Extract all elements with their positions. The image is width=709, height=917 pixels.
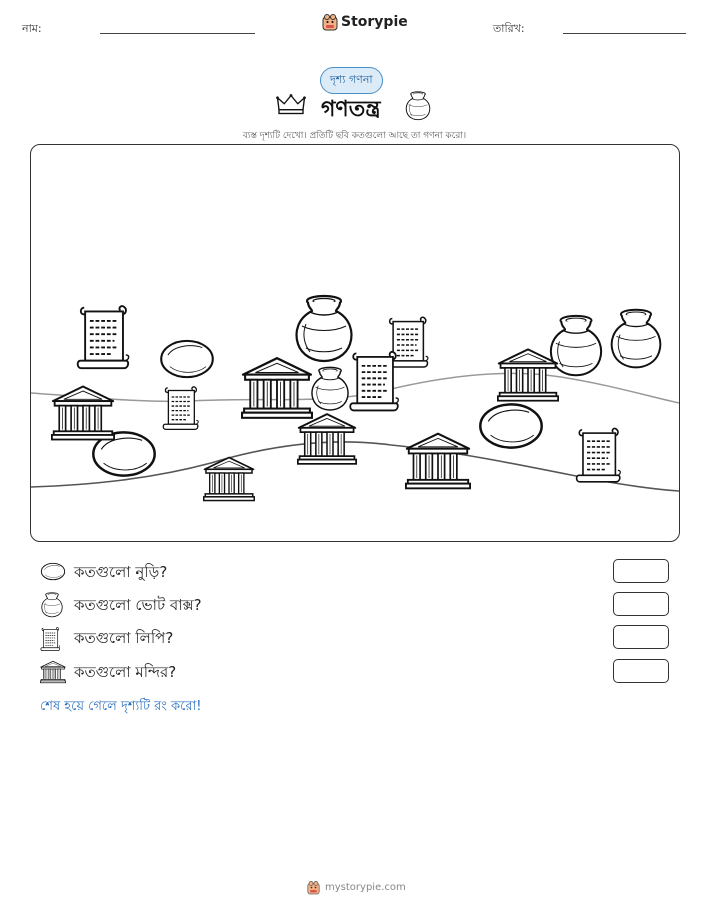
- crown-icon: [276, 93, 306, 116]
- pot-icon: [40, 592, 64, 618]
- scroll-1: [78, 306, 129, 368]
- temple-1: [52, 386, 114, 439]
- temple-icon: [40, 660, 66, 684]
- question-row-pots: [40, 592, 670, 622]
- pot-icon: [404, 91, 432, 121]
- date-label: তারিখ:: [493, 22, 525, 35]
- pebble-3: [480, 404, 541, 447]
- question-text: কতগুলো ভোট বাক্স?: [74, 596, 202, 614]
- pot-1: [297, 296, 352, 361]
- temple-4: [298, 414, 356, 464]
- question-text: কতগুলো মন্দির?: [74, 663, 177, 681]
- pot-4: [612, 310, 661, 368]
- back-hill-line: [31, 373, 679, 403]
- date-line[interactable]: [563, 33, 686, 34]
- instruction-text: ব্যস্ত দৃশ্যটি দেখো। প্রতিটি ছবি কতগুলো আছে তা গণনা করো।: [242, 131, 467, 141]
- brand-name: Storypie: [341, 14, 408, 30]
- category-badge: দৃশ্য গণনা: [320, 67, 383, 94]
- finish-instruction: শেষ হয়ে গেলে দৃশ্যটি রং করো!: [40, 699, 202, 714]
- scroll-icon: [40, 626, 62, 652]
- name-line[interactable]: [100, 33, 255, 34]
- scroll-2: [163, 387, 198, 430]
- question-text: কতগুলো লিপি?: [74, 629, 174, 647]
- scene-illustration: [31, 145, 679, 541]
- storypie-logo-icon: [322, 13, 338, 31]
- footer-brand: [307, 880, 406, 895]
- scene-frame: [30, 144, 680, 542]
- pebble-icon: [40, 562, 66, 581]
- scroll-4: [350, 352, 398, 411]
- pot-3: [551, 316, 601, 375]
- question-text: কতগুলো নুড়ি?: [74, 563, 168, 581]
- temple-5: [406, 434, 470, 489]
- brand-logo: [322, 13, 408, 31]
- temple-6: [204, 457, 255, 500]
- question-row-temples: [40, 659, 670, 689]
- storypie-logo-icon: [307, 880, 320, 895]
- scroll-5: [577, 429, 621, 482]
- answer-box-pots[interactable]: [613, 592, 669, 616]
- answer-box-temples[interactable]: [613, 659, 669, 683]
- pot-2: [312, 367, 348, 410]
- worksheet-title: গণতন্ত্র: [321, 97, 381, 122]
- footer-site[interactable]: mystorypie.com: [325, 882, 406, 893]
- name-label: নাম:: [22, 22, 42, 35]
- temple-2: [242, 358, 312, 418]
- question-row-pebbles: [40, 559, 670, 589]
- pebble-1: [161, 341, 213, 377]
- question-row-scrolls: [40, 625, 670, 655]
- answer-box-scrolls[interactable]: [613, 625, 669, 649]
- answer-box-pebbles[interactable]: [613, 559, 669, 583]
